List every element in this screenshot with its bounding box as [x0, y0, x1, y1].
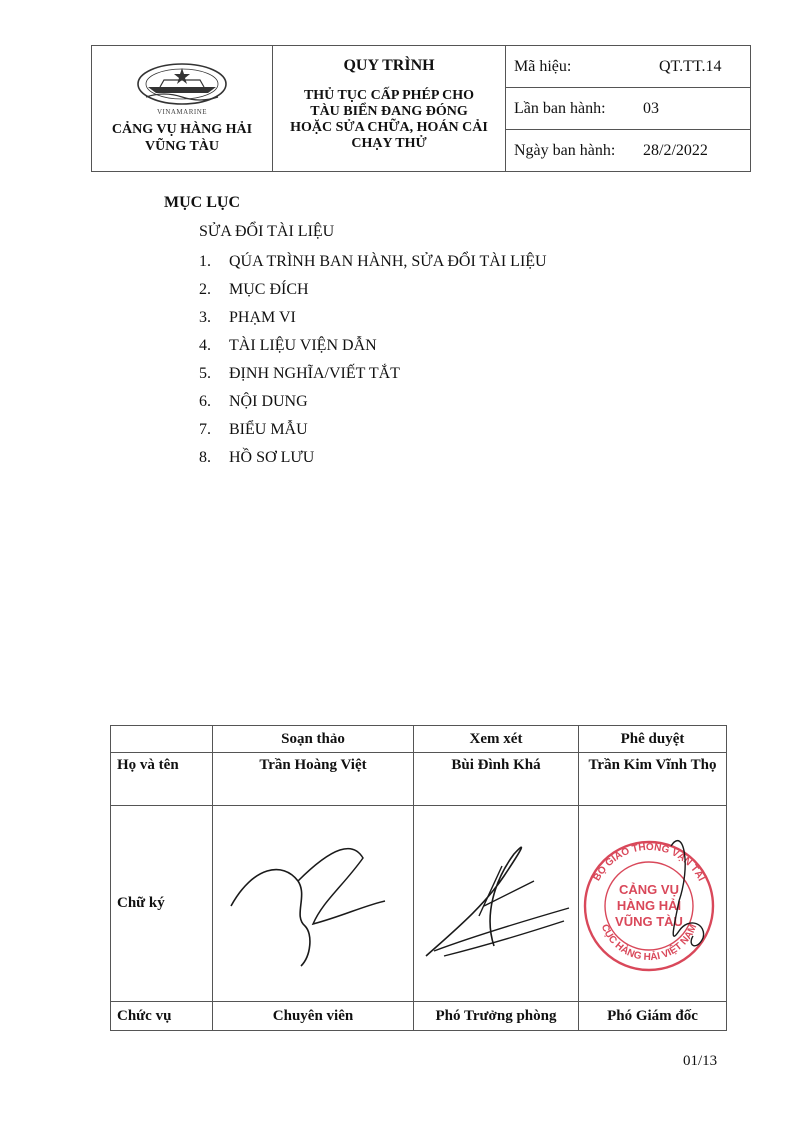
approver-name: Trần Kim Vĩnh Thọ	[579, 753, 727, 806]
toc-item-number: 4.	[199, 337, 211, 354]
stamp-ring-bottom-text: CỤC HÀNG HẢI VIỆT NAM	[598, 922, 700, 964]
toc-item	[199, 307, 547, 335]
org-name-line2: VŨNG TÀU	[144, 139, 220, 154]
names-row	[111, 753, 727, 806]
toc-item-number: 6.	[199, 393, 211, 410]
header-logo-cell	[92, 46, 273, 171]
toc-item-text: HỒ SƠ LƯU	[229, 449, 315, 466]
toc-item-text: QÚA TRÌNH BAN HÀNH, SỬA ĐỔI TÀI LIỆU	[229, 253, 547, 270]
drafter-position: Chuyên viên	[213, 1002, 414, 1031]
subtitle-line: HOẶC SỬA CHỮA, HOÁN CẢI	[290, 120, 488, 135]
toc-item	[199, 419, 547, 447]
header-meta-cell	[506, 46, 750, 171]
drafter-signature-cell	[213, 806, 414, 1002]
toc-item-number: 1.	[199, 253, 211, 270]
toc-item	[199, 251, 547, 279]
drafter-signature-icon	[213, 806, 414, 1001]
document-header	[91, 45, 751, 172]
toc-item-number: 8.	[199, 449, 211, 466]
toc-list	[199, 251, 547, 475]
meta-value: QT.TT.14	[659, 57, 722, 75]
toc-item-text: PHẠM VI	[229, 309, 296, 326]
positions-row	[111, 1002, 727, 1031]
reviewer-position: Phó Trưởng phòng	[414, 1002, 579, 1031]
reviewer-signature-cell	[414, 806, 579, 1002]
meta-value: 28/2/2022	[643, 141, 708, 159]
approval-stamp-icon	[579, 806, 727, 1001]
stamp-center-line: CẢNG VỤ	[619, 882, 679, 897]
meta-row-edition	[506, 87, 750, 129]
subtitle-line: TÀU BIỂN ĐANG ĐÓNG	[310, 104, 468, 119]
column-header-approved: Phê duyệt	[579, 726, 727, 753]
page-number: 01/13	[683, 1053, 718, 1069]
meta-value: 03	[643, 99, 659, 117]
column-header-drafted: Soạn thảo	[213, 726, 414, 753]
signatures-row	[111, 806, 727, 1002]
stamp-center-line: HÀNG HẢI	[616, 898, 682, 913]
vinamarine-logo-icon	[134, 60, 230, 108]
subtitle-line: THỦ TỤC CẤP PHÉP CHO	[303, 88, 475, 103]
toc-item	[199, 363, 547, 391]
logo-caption: VINAMARINE	[156, 108, 208, 116]
subtitle-line: CHẠY THỬ	[351, 136, 427, 151]
column-header	[111, 726, 213, 753]
meta-label: Lần ban hành:	[514, 99, 606, 117]
row-label: Họ và tên	[111, 753, 213, 806]
meta-label: Ngày ban hành:	[514, 141, 616, 159]
toc-item-number: 2.	[199, 281, 211, 298]
header-title-cell	[273, 46, 506, 171]
toc-item	[199, 279, 547, 307]
signature-table	[110, 725, 727, 1031]
toc-item-number: 5.	[199, 365, 211, 382]
meta-row-code	[506, 46, 750, 87]
approver-signature-cell	[579, 806, 727, 1002]
toc-item	[199, 447, 547, 475]
row-label: Chức vụ	[111, 1002, 213, 1031]
reviewer-name: Bùi Đình Khá	[414, 753, 579, 806]
toc-first-entry: SỬA ĐỔI TÀI LIỆU	[199, 223, 335, 240]
toc-heading: MỤC LỤC	[164, 194, 240, 211]
toc-item-number: 7.	[199, 421, 211, 438]
toc-item	[199, 335, 547, 363]
drafter-name: Trần Hoàng Việt	[213, 753, 414, 806]
toc-item	[199, 391, 547, 419]
toc-item-text: ĐỊNH NGHĨA/VIẾT TẮT	[229, 365, 400, 382]
stamp-center-line: VŨNG TÀU	[615, 914, 683, 929]
toc-item-number: 3.	[199, 309, 211, 326]
row-label: Chữ ký	[111, 806, 213, 1002]
column-header-reviewed: Xem xét	[414, 726, 579, 753]
toc-item-text: TÀI LIỆU VIỆN DẪN	[229, 337, 377, 354]
document-subtitle	[273, 88, 505, 152]
stamp-ring-top-text: BỘ GIAO THÔNG VẬN TẢI	[591, 841, 707, 884]
meta-row-date	[506, 129, 750, 171]
toc-item-text: BIỂU MẪU	[229, 421, 308, 438]
toc-item-text: NỘI DUNG	[229, 393, 308, 410]
meta-label: Mã hiệu:	[514, 57, 572, 75]
org-name-line1: CẢNG VỤ HÀNG HẢI	[111, 122, 253, 137]
signature-header-row	[111, 726, 727, 753]
reviewer-signature-icon	[414, 806, 579, 1001]
approver-position: Phó Giám đốc	[579, 1002, 727, 1031]
toc-item-text: MỤC ĐÍCH	[229, 281, 309, 298]
document-type-title: QUY TRÌNH	[343, 57, 435, 74]
